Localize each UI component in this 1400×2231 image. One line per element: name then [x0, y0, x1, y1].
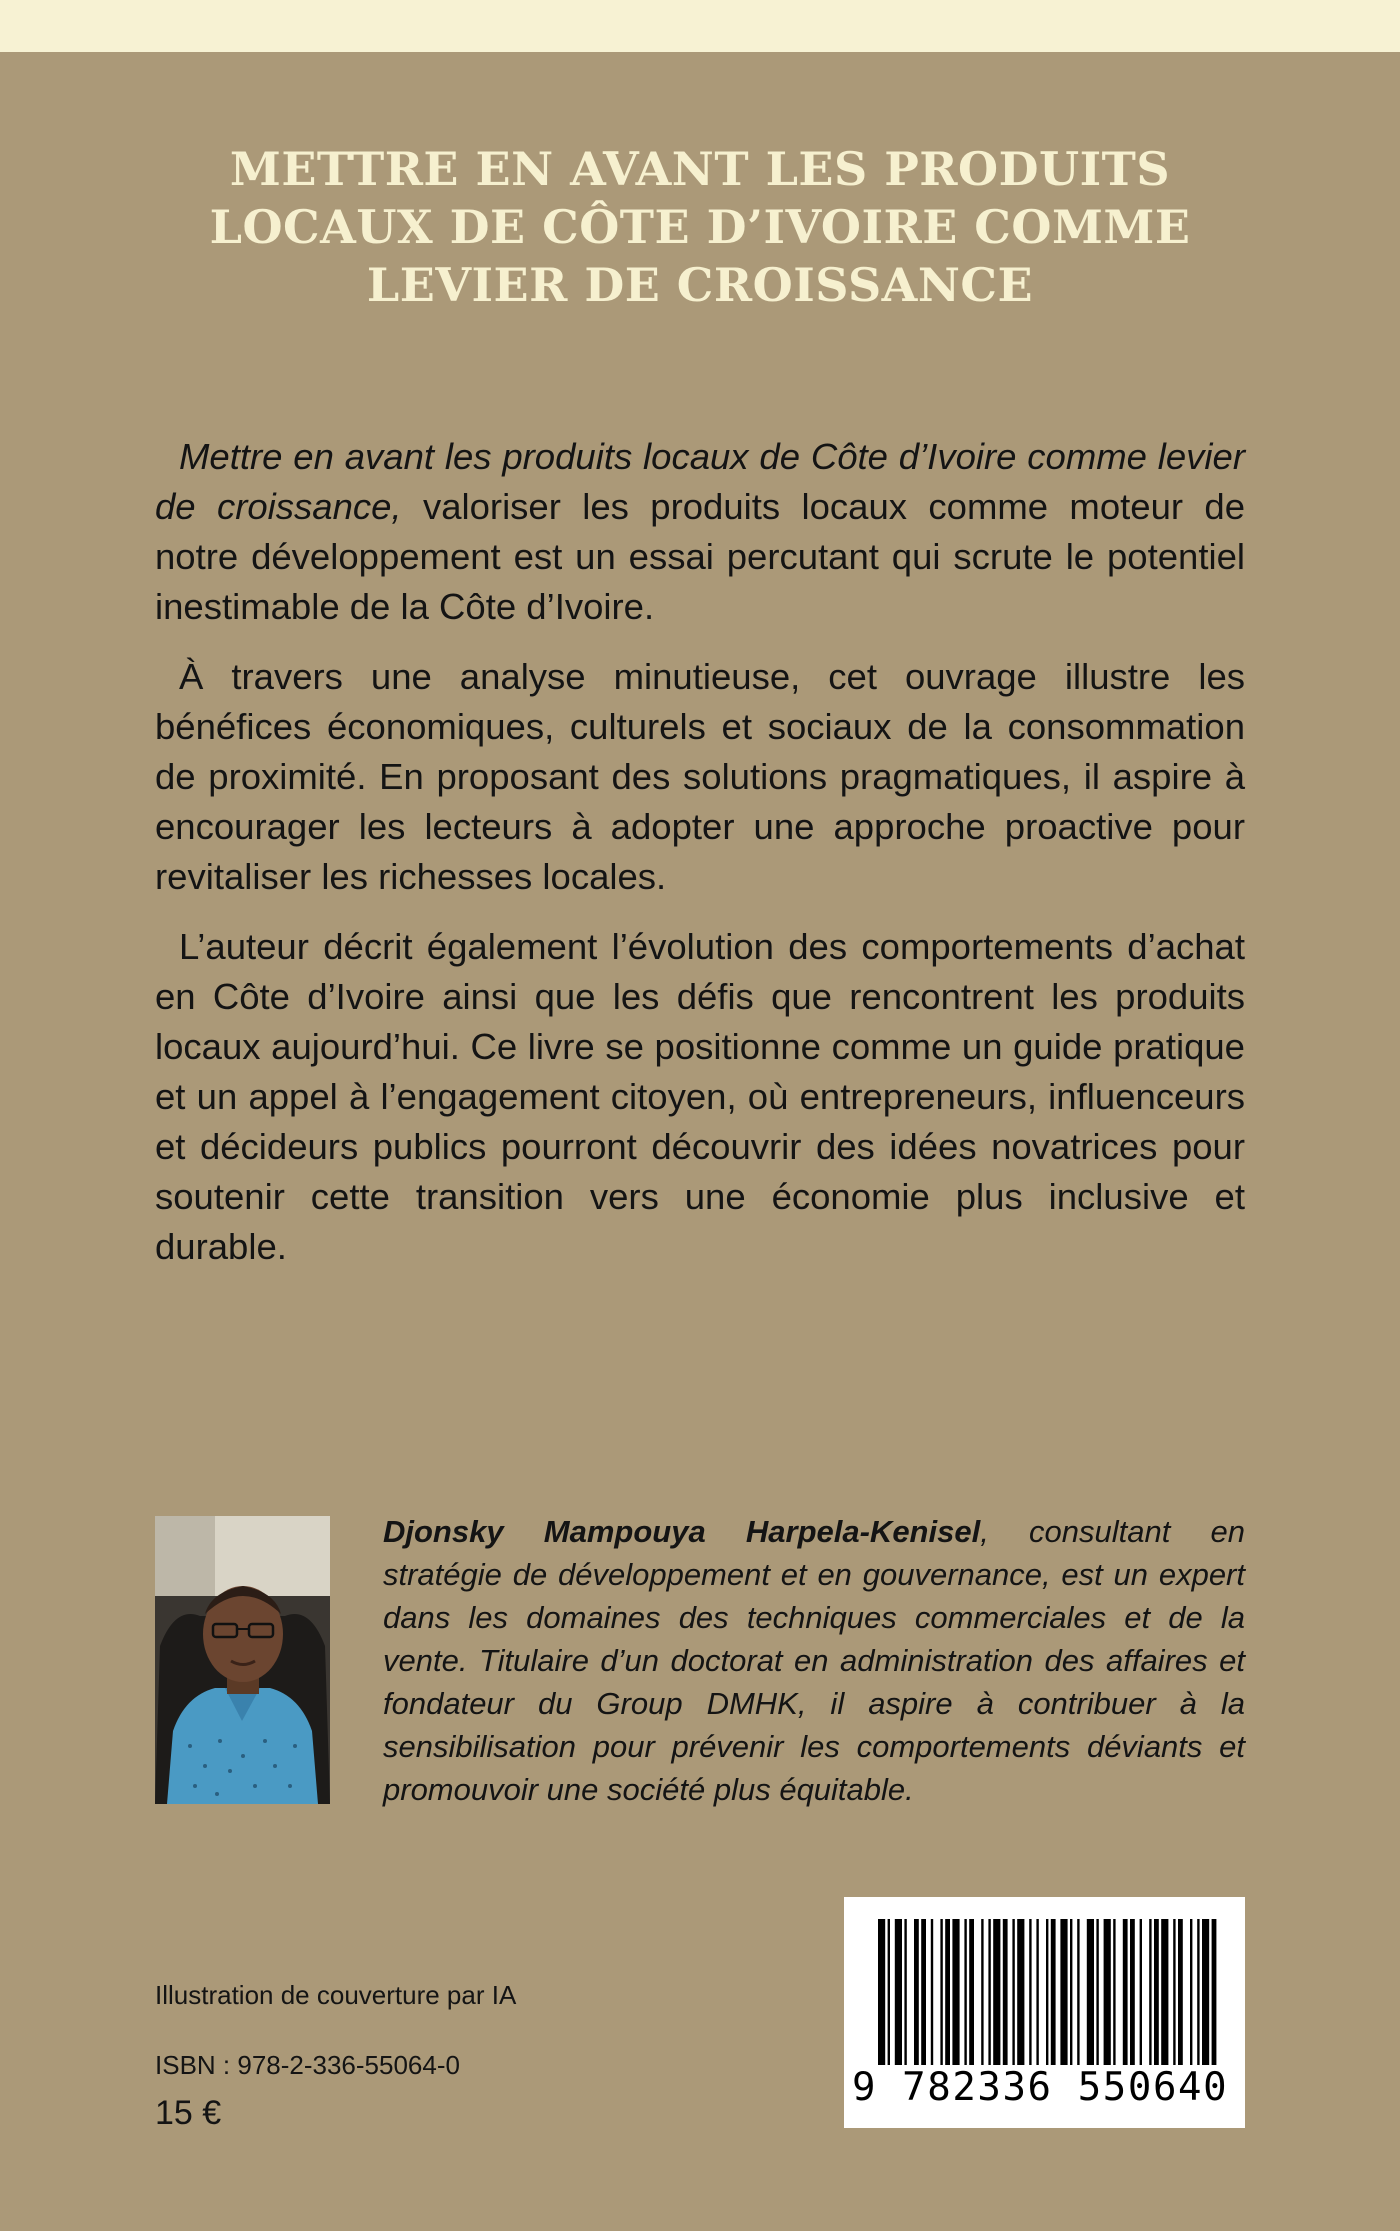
- blurb: [155, 432, 1245, 1292]
- barcode-bar: [1104, 1919, 1111, 2065]
- blurb-paragraph-1-text: valoriser les produits locaux comme moteur de notre développement est un essai percutant qui scrute le potentiel inestimable de la Côte d’Ivoire.: [155, 486, 1245, 627]
- barcode-bar: [1096, 1919, 1098, 2065]
- barcode-bar: [1051, 1919, 1056, 2065]
- author-portrait-illustration: [155, 1516, 330, 1804]
- barcode-bar: [921, 1919, 926, 2065]
- barcode-bar: [1017, 1919, 1024, 2065]
- blurb-paragraph-1: [155, 432, 1245, 632]
- barcode-bar: [1077, 1919, 1079, 2065]
- barcode-bar: [952, 1919, 959, 2065]
- barcode-bar: [1003, 1919, 1008, 2065]
- barcode-bar: [1046, 1919, 1048, 2065]
- barcode-bar: [1087, 1919, 1094, 2065]
- price: 15 €: [155, 2094, 222, 2132]
- book-title: METTRE EN AVANT LES PRODUITS LOCAUX DE CÔTE D’IVOIRE COMME LEVIER DE CROISSANCE: [209, 142, 1191, 312]
- barcode-bar: [1212, 1919, 1217, 2065]
- author-photo: [155, 1516, 330, 1804]
- barcode-bar: [878, 1919, 885, 2065]
- barcode-bar: [1140, 1919, 1142, 2065]
- barcode-bar: [1130, 1919, 1135, 2065]
- barcode-number: 9 782336 550640: [852, 2065, 1229, 2110]
- author-bio-text: , consultant en stratégie de développement et en gouvernance, est un expert dans les domaines des techniques commerciales et de la vente. Titulaire d’un doctorat en administration des affaires et fondateur du Group DMHK, il aspire à contribuer à la sensibilisation pour prévenir les comportements déviants et promouvoir une société plus équitable.: [383, 1514, 1245, 1807]
- barcode-bar: [988, 1919, 990, 2065]
- blurb-paragraph-3: L’auteur décrit également l’évolution des comportements d’achat en Côte d’Ivoire ainsi que les défis que rencontrent les produits locaux aujourd’hui. Ce livre se positionne comme un guide pratique et un appel à l’engagement citoyen, où entrepreneurs, influenceurs et décideurs publics pourront découvrir des idées novatrices pour soutenir cette transition vers une économie plus inclusive et durable.: [155, 926, 1245, 1267]
- barcode-bar: [945, 1919, 950, 2065]
- barcode-bar: [1154, 1919, 1159, 2065]
- barcode-bar: [1012, 1919, 1014, 2065]
- author-name: Djonsky Mampouya Harpela-Kenisel: [383, 1514, 981, 1549]
- blurb-paragraph-2: À travers une analyse minutieuse, cet ouvrage illustre les bénéfices économiques, culturels et sociaux de la consommation de proximité. En proposant des solutions pragmatiques, il aspire à encourager les lecteurs à adopter une approche proactive pour revitaliser les richesses locales.: [155, 656, 1245, 897]
- isbn: ISBN : 978-2-336-55064-0: [155, 2050, 460, 2080]
- author-bio: [383, 1510, 1245, 1811]
- cover-credit: Illustration de couverture par IA: [155, 1980, 517, 2010]
- barcode-bar: [1197, 1919, 1199, 2065]
- barcode: [844, 1897, 1245, 2128]
- barcode-bar: [993, 1919, 1000, 2065]
- barcode-bar: [1070, 1919, 1072, 2065]
- top-band: [0, 0, 1400, 52]
- barcode-bar: [981, 1919, 983, 2065]
- barcode-bar: [1113, 1919, 1115, 2065]
- barcode-bar: [904, 1919, 906, 2065]
- barcode-bar: [969, 1919, 974, 2065]
- barcode-bar: [940, 1919, 942, 2065]
- barcode-bar: [1123, 1919, 1128, 2065]
- barcode-bar: [964, 1919, 966, 2065]
- barcode-bar: [1060, 1919, 1067, 2065]
- barcode-bar: [1202, 1919, 1209, 2065]
- barcode-bar: [1190, 1919, 1192, 2065]
- barcode-bar: [914, 1919, 919, 2065]
- barcode-bar: [1036, 1919, 1038, 2065]
- barcode-bar: [1173, 1919, 1175, 2065]
- barcode-bar: [888, 1919, 890, 2065]
- barcode-bar: [1029, 1919, 1031, 2065]
- blurb-title-italic: Mettre en avant les produits locaux de Côte d’Ivoire comme levier de croissance,: [155, 436, 1245, 527]
- barcode-bar: [1178, 1919, 1183, 2065]
- barcode-bar: [1161, 1919, 1168, 2065]
- barcode-bar: [931, 1919, 933, 2065]
- barcode-bar: [1149, 1919, 1151, 2065]
- barcode-bar: [895, 1919, 902, 2065]
